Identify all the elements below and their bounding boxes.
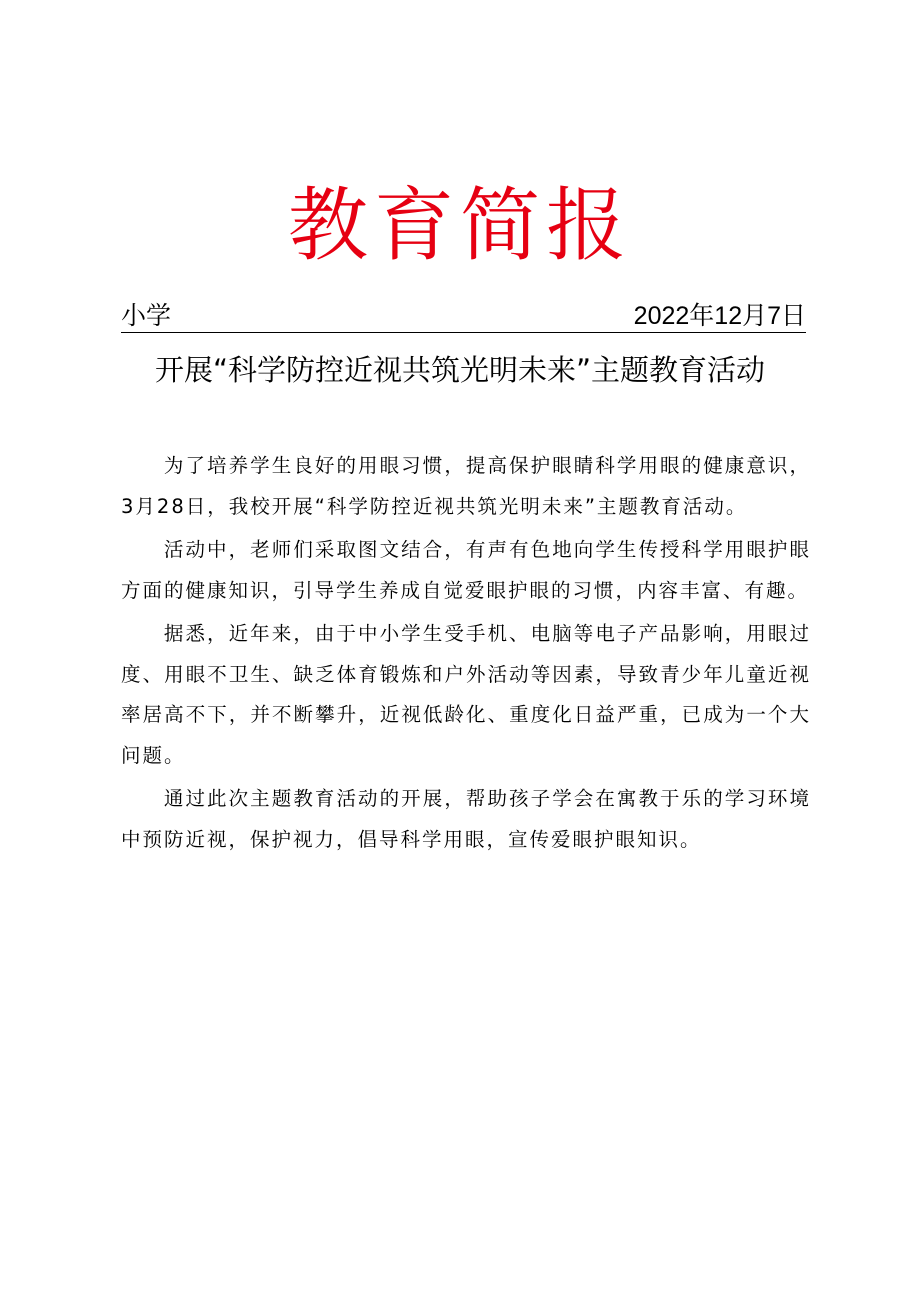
article-paragraph: 通过此次主题教育活动的开展，帮助孩子学会在寓教于乐的学习环境中预防近视，保护视力，倡导科学用眼，宣传爱眼护眼知识。 bbox=[121, 787, 811, 851]
article-paragraph: 为了培养学生良好的用眼习惯，提高保护眼睛科学用眼的健康意识，3月28日，我校开展“科学防控近视共筑光明未来”主题教育活动。 bbox=[121, 454, 811, 518]
article-paragraph: 活动中，老师们采取图文结合，有声有色地向学生传授科学用眼护眼方面的健康知识，引导学生养成自觉爱眼护眼的习惯，内容丰富、有趣。 bbox=[121, 538, 811, 602]
article-headline: 开展“科学防控近视共筑光明未来”主题教育活动 bbox=[154, 353, 766, 387]
masthead-title: 教育简报 bbox=[288, 179, 632, 272]
article-paragraph: 据悉，近年来，由于中小学生受手机、电脑等电子产品影响，用眼过度、用眼不卫生、缺乏体育锻炼和户外活动等因素，导致青少年儿童近视率居高不下，并不断攀升，近视低龄化、重度化日益严重，已成为一个大问题。 bbox=[121, 622, 811, 767]
meta-row bbox=[121, 300, 806, 333]
issue-date: 2022年12月7日 bbox=[633, 302, 806, 330]
school-name: 小学 bbox=[121, 302, 172, 330]
article-body bbox=[121, 446, 811, 863]
